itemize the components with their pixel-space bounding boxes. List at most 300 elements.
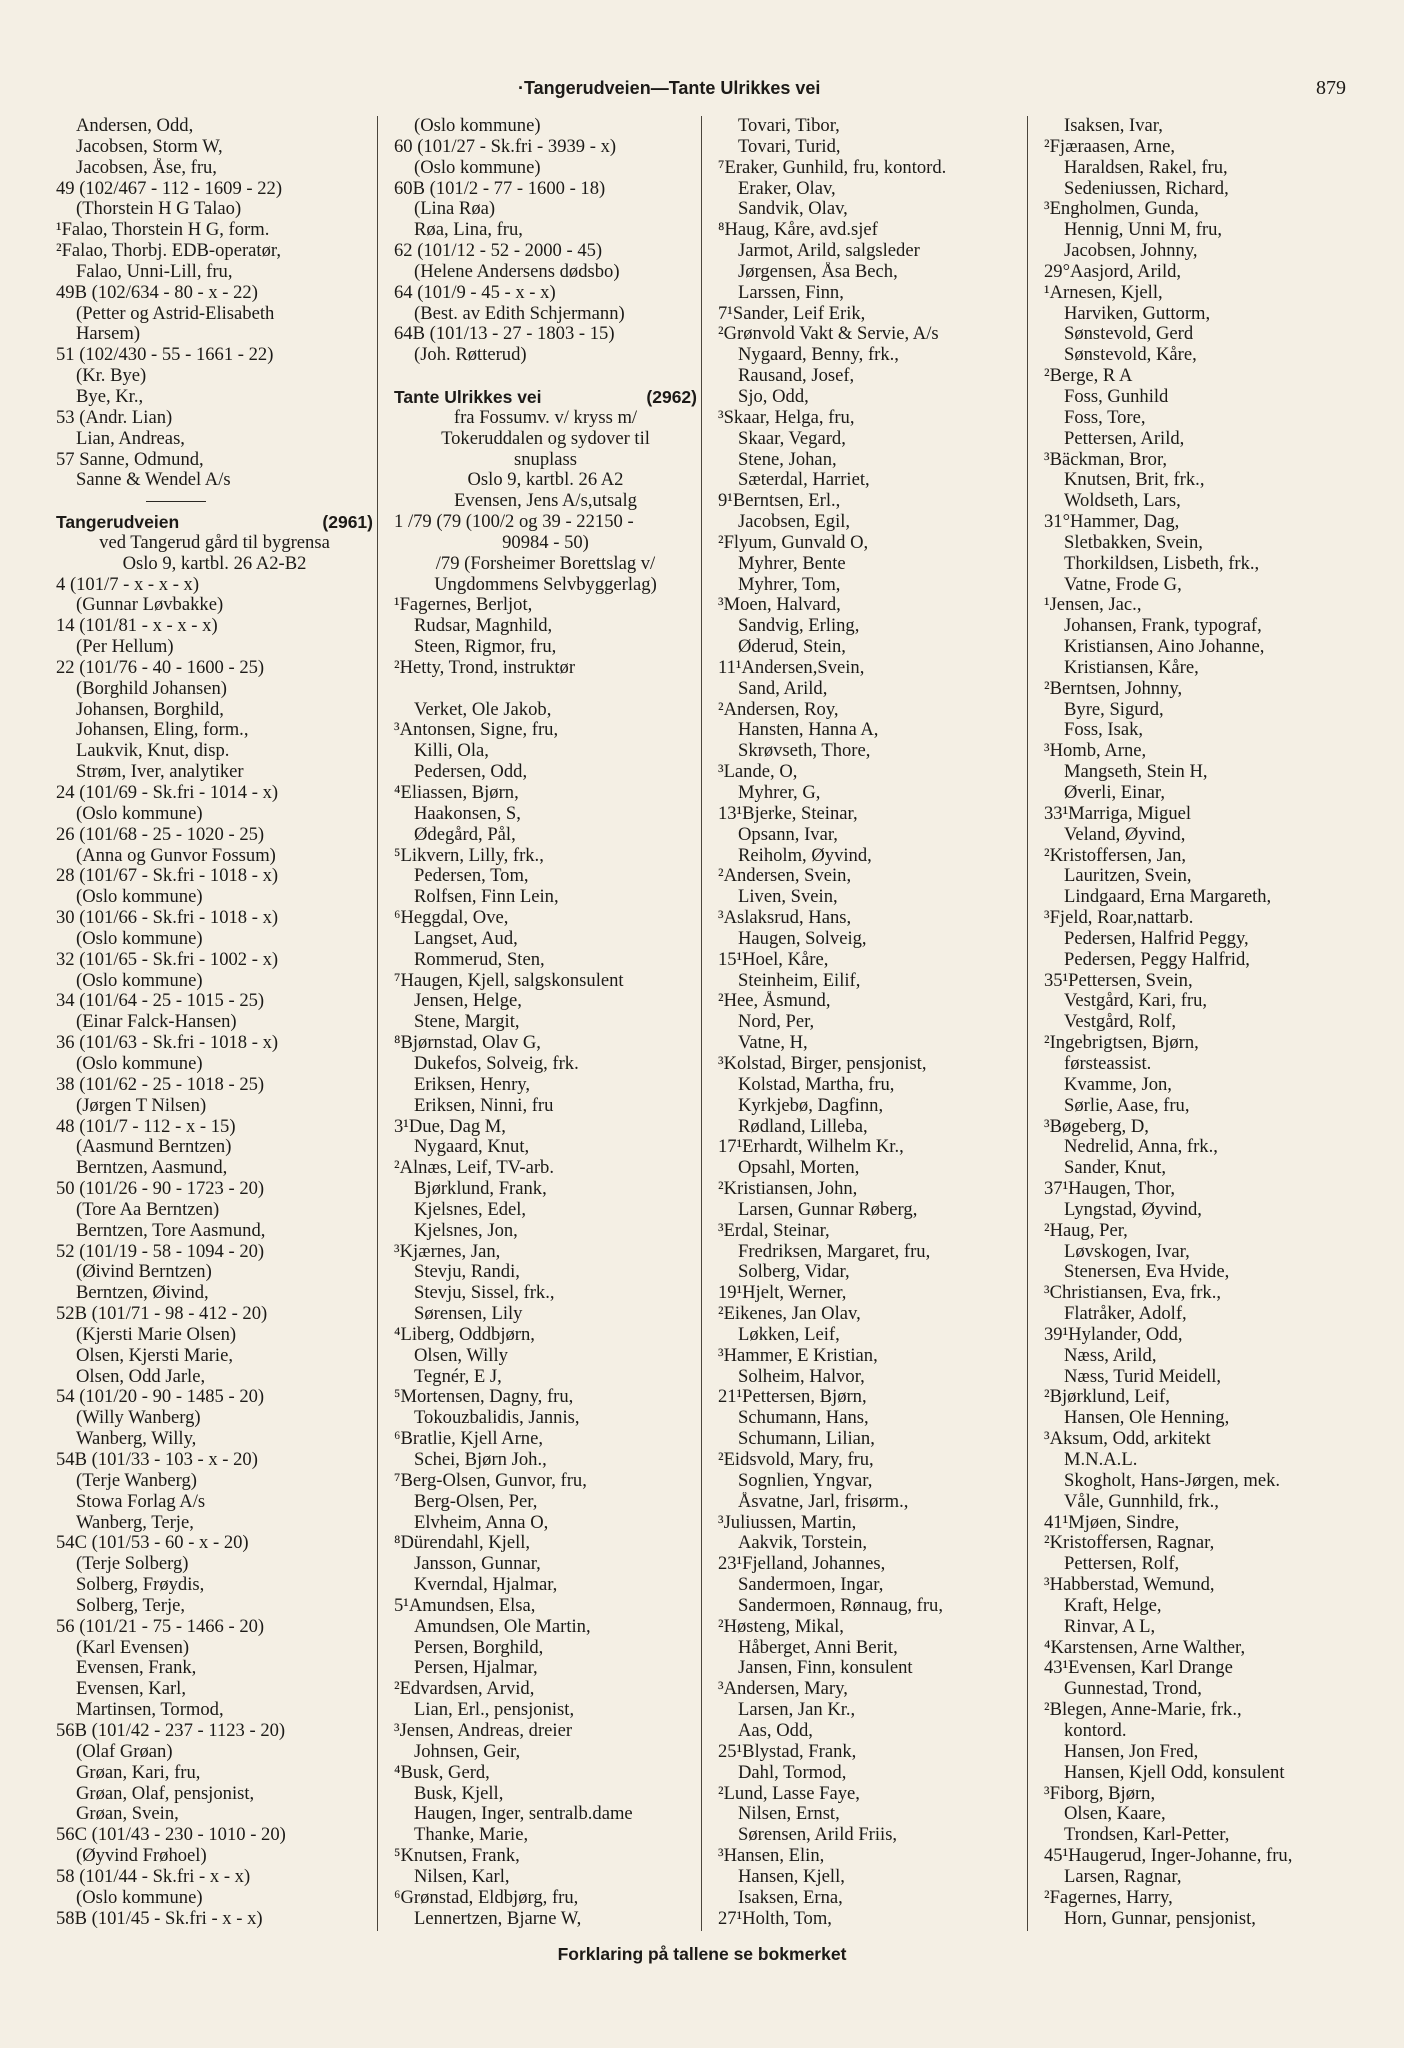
- resident-entry: Kristiansen, Kåre,: [1064, 657, 1199, 678]
- address-entry: 32 (101/65 - Sk.fri - 1002 - x): [56, 949, 279, 970]
- resident-entry: Haugen, Inger, sentralb.dame: [414, 1804, 633, 1825]
- resident-entry: ⁷Eraker, Gunhild, fru, kontord.: [718, 157, 947, 178]
- address-entry: 30 (101/66 - Sk.fri - 1018 - x): [56, 908, 279, 929]
- street-name: Tante Ulrikkes vei: [394, 386, 542, 407]
- resident-entry: (Anna og Gunvor Fossum): [76, 845, 276, 866]
- resident-entry: Våle, Gunnhild, frk.,: [1064, 1491, 1219, 1512]
- resident-entry: Olsen, Odd Jarle,: [76, 1366, 206, 1387]
- resident-entry: ²Flyum, Gunvald O,: [718, 532, 869, 553]
- resident-entry: (Terje Wanberg): [76, 1470, 197, 1491]
- resident-entry: (Per Hellum): [76, 637, 174, 658]
- resident-entry: Tokouzbalidis, Jannis,: [414, 1408, 580, 1429]
- resident-entry: Aakvik, Torstein,: [738, 1533, 868, 1554]
- address-entry: 23¹Fjelland, Johannes,: [718, 1554, 886, 1575]
- address-entry: 51 (102/430 - 55 - 1661 - 22): [56, 345, 274, 366]
- resident-entry: ²Edvardsen, Arvid,: [394, 1679, 535, 1700]
- address-entry: 43¹Evensen, Karl Drange: [1044, 1658, 1233, 1679]
- resident-entry: Sognlien, Yngvar,: [738, 1470, 873, 1491]
- resident-entry: Evensen, Frank,: [76, 1658, 197, 1679]
- resident-entry: Horn, Gunnar, pensjonist,: [1064, 1908, 1256, 1929]
- address-entry: 13¹Bjerke, Steinar,: [718, 803, 858, 824]
- address-entry: 15¹Hoel, Kåre,: [718, 949, 829, 970]
- resident-entry: Sørensen, Lily: [414, 1304, 523, 1325]
- address-entry: 5¹Amundsen, Elsa,: [394, 1595, 536, 1616]
- resident-entry: Elvheim, Anna O,: [414, 1512, 549, 1533]
- resident-entry: Nygaard, Benny, frk.,: [738, 345, 899, 366]
- resident-entry: ³Hansen, Elin,: [718, 1846, 825, 1867]
- address-entry: 50 (101/26 - 90 - 1723 - 20): [56, 1179, 265, 1200]
- address-entry: 29°Aasjord, Arild,: [1044, 261, 1182, 282]
- resident-entry: (Thorstein H G Talao): [76, 199, 242, 220]
- resident-entry: Fredriksen, Margaret, fru,: [738, 1241, 931, 1262]
- resident-entry: Amundsen, Ole Martin,: [414, 1616, 591, 1637]
- address-entry: 64 (101/9 - 45 - x - x): [394, 282, 556, 303]
- resident-entry: ²Haug, Per,: [1044, 1220, 1128, 1241]
- resident-entry: ³Engholmen, Gunda,: [1044, 199, 1199, 220]
- resident-entry: Trondsen, Karl-Petter,: [1064, 1825, 1230, 1846]
- resident-entry: (Oslo kommune): [76, 970, 203, 991]
- resident-entry: Woldseth, Lars,: [1064, 491, 1181, 512]
- resident-entry: Lennertzen, Bjarne W,: [414, 1908, 582, 1929]
- resident-entry: Eraker, Olav,: [738, 178, 836, 199]
- resident-entry: Gunnestad, Trond,: [1064, 1679, 1202, 1700]
- resident-entry: Solberg, Vidar,: [738, 1262, 850, 1283]
- resident-entry: ved Tangerud gård til bygrensa: [99, 532, 330, 553]
- resident-entry: Jacobsen, Storm W,: [76, 136, 223, 157]
- address-entry: 48 (101/7 - 112 - x - 15): [56, 1116, 236, 1137]
- resident-entry: Sedeniussen, Richard,: [1064, 178, 1229, 199]
- resident-entry: Hansen, Jon Fred,: [1064, 1741, 1199, 1762]
- resident-entry: Pedersen, Tom,: [414, 866, 529, 887]
- resident-entry: Hansten, Hanna A,: [738, 720, 879, 741]
- resident-entry: Myhrer, Tom,: [738, 574, 841, 595]
- resident-entry: ²Fjæraasen, Arne,: [1044, 136, 1176, 157]
- resident-entry: snuplass: [513, 449, 578, 470]
- resident-entry: ²Høsteng, Mikal,: [718, 1616, 844, 1637]
- resident-entry: ²Lund, Lasse Faye,: [718, 1783, 860, 1804]
- resident-entry: Foss, Tore,: [1064, 407, 1146, 428]
- resident-entry: Pedersen, Odd,: [414, 762, 528, 783]
- resident-entry: Nilsen, Ernst,: [738, 1804, 840, 1825]
- resident-entry: Falao, Unni-Lill, fru,: [76, 261, 233, 282]
- resident-entry: Olsen, Kjersti Marie,: [76, 1345, 233, 1366]
- address-entry: 22 (101/76 - 40 - 1600 - 25): [56, 657, 265, 678]
- resident-entry: Stevju, Randi,: [414, 1262, 520, 1283]
- resident-entry: Dukefos, Solveig, frk.: [414, 1053, 579, 1074]
- address-entry: 49B (102/634 - 80 - x - 22): [56, 282, 258, 303]
- resident-entry: Vatne, Frode G,: [1064, 574, 1182, 595]
- resident-entry: Skaar, Vegard,: [738, 428, 846, 449]
- street-heading: [394, 387, 697, 408]
- resident-entry: (Joh. Røtterud): [414, 345, 527, 366]
- resident-entry: ³Aksum, Odd, arkitekt: [1044, 1429, 1211, 1450]
- resident-entry: Oslo 9, kartbl. 26 A2-B2: [122, 553, 307, 574]
- resident-entry: Rinvar, A L,: [1064, 1616, 1156, 1637]
- resident-entry: ²Kristoffersen, Jan,: [1044, 845, 1187, 866]
- column-1: [40, 116, 377, 1931]
- address-entry: 34 (101/64 - 25 - 1015 - 25): [56, 991, 265, 1012]
- resident-entry: Vestgård, Kari, fru,: [1064, 991, 1208, 1012]
- resident-entry: ³Fjeld, Roar,nattarb.: [1044, 908, 1194, 929]
- resident-entry: Sjo, Odd,: [738, 386, 809, 407]
- address-entry: 53 (Andr. Lian): [56, 407, 173, 428]
- resident-entry: kontord.: [1064, 1720, 1127, 1741]
- resident-entry: ³Skaar, Helga, fru,: [718, 407, 855, 428]
- resident-entry: M.N.A.L.: [1064, 1450, 1138, 1470]
- resident-entry: Berntzen, Øivind,: [76, 1283, 209, 1304]
- address-entry: 54C (101/53 - 60 - x - 20): [56, 1533, 249, 1554]
- resident-entry: Pettersen, Rolf,: [1064, 1554, 1180, 1575]
- resident-entry: Byre, Sigurd,: [1064, 699, 1164, 720]
- resident-entry: Myhrer, Bente: [738, 553, 846, 574]
- resident-entry: Opsahl, Morten,: [738, 1158, 860, 1179]
- resident-entry: Opsann, Ivar,: [738, 824, 838, 845]
- address-entry: 54B (101/33 - 103 - x - 20): [56, 1450, 258, 1470]
- resident-entry: (Best. av Edith Schjermann): [414, 303, 625, 324]
- address-entry: 21¹Pettersen, Bjørn,: [718, 1387, 867, 1408]
- resident-entry: Wanberg, Willy,: [76, 1429, 197, 1450]
- resident-entry: ²Alnæs, Leif, TV-arb.: [394, 1158, 554, 1179]
- resident-entry: Jørgensen, Åsa Bech,: [738, 261, 898, 282]
- resident-entry: førsteassist.: [1064, 1053, 1152, 1074]
- resident-entry: ³Bøgeberg, D,: [1044, 1116, 1149, 1137]
- resident-entry: ⁶Heggdal, Ove,: [394, 908, 509, 929]
- resident-entry: Berntzen, Tore Aasmund,: [76, 1220, 266, 1241]
- resident-entry: Rødland, Lilleba,: [738, 1116, 868, 1137]
- resident-entry: Solheim, Halvor,: [738, 1366, 865, 1387]
- resident-entry: Kristiansen, Aino Johanne,: [1064, 637, 1265, 658]
- resident-entry: (Oslo kommune): [76, 887, 203, 908]
- resident-entry: ³Bäckman, Bror,: [1044, 449, 1168, 470]
- resident-entry: ⁷Haugen, Kjell, salgskonsulent: [394, 970, 624, 991]
- resident-entry: (Olaf Grøan): [76, 1741, 173, 1762]
- resident-entry: ¹Fagernes, Berljot,: [394, 595, 533, 616]
- address-entry: 17¹Erhardt, Wilhelm Kr.,: [718, 1137, 904, 1158]
- resident-entry: Jacobsen, Egil,: [738, 512, 851, 533]
- resident-entry: Liven, Svein,: [738, 887, 838, 908]
- address-entry: 60 (101/27 - Sk.fri - 3939 - x): [394, 136, 617, 157]
- resident-entry: ³Andersen, Mary,: [718, 1679, 848, 1700]
- resident-entry: /79 (Forsheimer Borettslag v/: [435, 553, 656, 574]
- resident-entry: Verket, Ole Jakob,: [414, 699, 552, 720]
- resident-entry: ³Jensen, Andreas, dreier: [394, 1720, 573, 1741]
- resident-entry: Sønstevold, Kåre,: [1064, 345, 1197, 366]
- resident-entry: Hansen, Kjell Odd, konsulent: [1064, 1762, 1285, 1783]
- resident-entry: Vestgård, Rolf,: [1064, 1012, 1177, 1033]
- resident-entry: Larsen, Ragnar,: [1064, 1866, 1182, 1887]
- resident-entry: Myhrer, G,: [738, 783, 821, 803]
- resident-entry: Pettersen, Arild,: [1064, 428, 1185, 449]
- resident-entry: Håberget, Anni Berit,: [738, 1637, 898, 1658]
- resident-entry: Langset, Aud,: [414, 928, 518, 949]
- resident-entry: Isaksen, Erna,: [738, 1887, 843, 1908]
- address-entry: 56C (101/43 - 230 - 1010 - 20): [56, 1825, 286, 1846]
- separator: [56, 491, 373, 512]
- resident-entry: ²Eidsvold, Mary, fru,: [718, 1450, 874, 1470]
- resident-entry: Bye, Kr.,: [76, 386, 144, 407]
- resident-entry: Jarmot, Arild, salgsleder: [738, 241, 920, 262]
- resident-entry: Schumann, Hans,: [738, 1408, 869, 1429]
- resident-entry: Foss, Isak,: [1064, 720, 1144, 741]
- address-entry: 19¹Hjelt, Werner,: [718, 1283, 847, 1304]
- resident-entry: Lian, Andreas,: [76, 428, 185, 449]
- resident-entry: ²Kristoffersen, Ragnar,: [1044, 1533, 1215, 1554]
- resident-entry: Vatne, H,: [738, 1033, 808, 1054]
- address-entry: 49 (102/467 - 112 - 1609 - 22): [56, 178, 283, 199]
- resident-entry: ²Andersen, Svein,: [718, 866, 852, 887]
- page-header: [0, 76, 1404, 106]
- resident-entry: Tovari, Turid,: [738, 136, 841, 157]
- resident-entry: ¹Jensen, Jac.,: [1044, 595, 1142, 616]
- resident-entry: ⁶Bratlie, Kjell Arne,: [394, 1429, 543, 1450]
- address-entry: 52B (101/71 - 98 - 412 - 20): [56, 1304, 268, 1325]
- resident-entry: fra Fossumv. v/ kryss m/: [453, 407, 638, 428]
- resident-entry: Johansen, Frank, typograf,: [1064, 616, 1262, 637]
- resident-entry: Strøm, Iver, analytiker: [76, 762, 244, 783]
- resident-entry: Eriksen, Henry,: [414, 1074, 531, 1095]
- address-entry: 35¹Pettersen, Svein,: [1044, 970, 1193, 991]
- separator: [394, 679, 697, 700]
- resident-entry: (Tore Aa Berntzen): [76, 1199, 220, 1220]
- resident-entry: (Einar Falck-Hansen): [76, 1012, 237, 1033]
- resident-entry: Stene, Margit,: [414, 1012, 520, 1033]
- resident-entry: Sandvig, Erling,: [738, 616, 860, 637]
- resident-entry: ²Hetty, Trond, instruktør: [394, 657, 576, 678]
- resident-entry: Pedersen, Halfrid Peggy,: [1064, 928, 1249, 949]
- resident-entry: ³Juliussen, Martin,: [718, 1512, 857, 1533]
- resident-entry: Olsen, Willy: [414, 1345, 508, 1366]
- resident-entry: Knutsen, Brit, frk.,: [1064, 470, 1205, 491]
- resident-entry: ³Moen, Halvard,: [718, 595, 841, 616]
- resident-entry: Sand, Arild,: [738, 678, 828, 699]
- resident-entry: Haakonsen, S,: [414, 803, 521, 824]
- resident-entry: Rolfsen, Finn Lein,: [414, 887, 559, 908]
- resident-entry: Ungdommens Selvbyggerlag): [434, 574, 657, 595]
- resident-entry: Steinheim, Eilif,: [738, 970, 861, 991]
- resident-entry: Sørensen, Arild Friis,: [738, 1825, 898, 1846]
- address-entry: 14 (101/81 - x - x - x): [56, 616, 218, 637]
- resident-entry: (Øivind Berntzen): [76, 1262, 212, 1283]
- resident-entry: Rudsar, Magnhild,: [414, 616, 553, 637]
- resident-entry: Dahl, Tormod,: [738, 1762, 847, 1783]
- resident-entry: ³Erdal, Steinar,: [718, 1220, 830, 1241]
- address-entry: 60B (101/2 - 77 - 1600 - 18): [394, 178, 606, 199]
- resident-entry: Rommerud, Sten,: [414, 949, 545, 970]
- resident-entry: Bjørklund, Frank,: [414, 1179, 547, 1200]
- resident-entry: ²Ingebrigtsen, Bjørn,: [1044, 1033, 1199, 1054]
- resident-entry: ²Fagernes, Harry,: [1044, 1887, 1173, 1908]
- resident-entry: ¹Arnesen, Kjell,: [1044, 282, 1163, 303]
- address-entry: 38 (101/62 - 25 - 1018 - 25): [56, 1074, 265, 1095]
- resident-entry: Larssen, Finn,: [738, 282, 844, 303]
- resident-entry: Hansen, Kjell,: [738, 1866, 845, 1887]
- resident-entry: ²Andersen, Roy,: [718, 699, 839, 720]
- separator: [394, 366, 697, 387]
- resident-entry: ²Berntsen, Johnny,: [1044, 678, 1183, 699]
- resident-entry: Sletbakken, Svein,: [1064, 532, 1203, 553]
- resident-entry: Evensen, Karl,: [76, 1679, 186, 1700]
- address-entry: 64B (101/13 - 27 - 1803 - 15): [394, 324, 615, 345]
- resident-entry: ⁴Eliassen, Bjørn,: [394, 783, 519, 803]
- street-code: (2962): [646, 386, 697, 407]
- address-entry: 57 Sanne, Odmund,: [56, 449, 204, 470]
- resident-entry: Kverndal, Hjalmar,: [414, 1575, 558, 1596]
- resident-entry: Sønstevold, Gerd: [1064, 324, 1194, 345]
- resident-entry: Stene, Johan,: [738, 449, 837, 470]
- resident-entry: ²Eikenes, Jan Olav,: [718, 1304, 861, 1325]
- resident-entry: Thanke, Marie,: [414, 1825, 529, 1846]
- resident-entry: Skrøvseth, Thore,: [738, 741, 871, 762]
- address-entry: 31°Hammer, Dag,: [1044, 512, 1180, 533]
- resident-entry: Grøan, Olaf, pensjonist,: [76, 1783, 255, 1804]
- address-entry: 26 (101/68 - 25 - 1020 - 25): [56, 824, 265, 845]
- resident-entry: ³Kjærnes, Jan,: [394, 1241, 501, 1262]
- resident-entry: Kjelsnes, Jon,: [414, 1220, 518, 1241]
- resident-entry: ²Hee, Åsmund,: [718, 991, 831, 1012]
- address-entry: 58B (101/45 - Sk.fri - x - x): [56, 1908, 263, 1929]
- resident-entry: Wanberg, Terje,: [76, 1512, 194, 1533]
- resident-entry: Næss, Arild,: [1064, 1345, 1157, 1366]
- resident-entry: Sander, Knut,: [1064, 1158, 1167, 1179]
- resident-entry: Foss, Gunhild: [1064, 386, 1169, 407]
- resident-entry: ³Homb, Arne,: [1044, 741, 1147, 762]
- resident-entry: Persen, Borghild,: [414, 1637, 544, 1658]
- resident-entry: (Helene Andersens dødsbo): [414, 261, 620, 282]
- resident-entry: Jensen, Helge,: [414, 991, 522, 1012]
- resident-entry: Nygaard, Knut,: [414, 1137, 530, 1158]
- resident-entry: Nilsen, Karl,: [414, 1866, 510, 1887]
- column-2: [377, 116, 701, 1931]
- resident-entry: ³Kolstad, Birger, pensjonist,: [718, 1053, 927, 1074]
- resident-entry: Johansen, Eling, form.,: [76, 720, 249, 741]
- resident-entry: Løvskogen, Ivar,: [1064, 1241, 1190, 1262]
- resident-entry: (Øyvind Frøhoel): [76, 1846, 207, 1867]
- address-entry: 4 (101/7 - x - x - x): [56, 574, 200, 595]
- address-entry: 24 (101/69 - Sk.fri - 1014 - x): [56, 783, 279, 803]
- resident-entry: Schumann, Lilian,: [738, 1429, 875, 1450]
- address-entry: 37¹Haugen, Thor,: [1044, 1179, 1176, 1200]
- resident-entry: Nedrelid, Anna, frk.,: [1064, 1137, 1218, 1158]
- resident-entry: Persen, Hjalmar,: [414, 1658, 538, 1679]
- resident-entry: (Petter og Astrid-Elisabeth: [76, 303, 275, 324]
- resident-entry: Hansen, Ole Henning,: [1064, 1408, 1230, 1429]
- resident-entry: Sandvik, Olav,: [738, 199, 848, 220]
- resident-entry: ⁶Grønstad, Eldbjørg, fru,: [394, 1887, 579, 1908]
- resident-entry: Mangseth, Stein H,: [1064, 762, 1208, 783]
- resident-entry: Åsvatne, Jarl, frisørm.,: [738, 1491, 909, 1512]
- resident-entry: Eriksen, Ninni, fru: [414, 1095, 554, 1116]
- resident-entry: Næss, Turid Meidell,: [1064, 1366, 1222, 1387]
- address-entry: 54 (101/20 - 90 - 1485 - 20): [56, 1387, 265, 1408]
- resident-entry: (Aasmund Berntzen): [76, 1137, 232, 1158]
- address-entry: 36 (101/63 - Sk.fri - 1018 - x): [56, 1033, 279, 1054]
- resident-entry: Laukvik, Knut, disp.: [76, 741, 230, 762]
- resident-entry: ⁸Dürendahl, Kjell,: [394, 1533, 531, 1554]
- street-name: Tangerudveien: [56, 512, 180, 533]
- resident-entry: Kraft, Helge,: [1064, 1595, 1162, 1616]
- resident-entry: ⁴Busk, Gerd,: [394, 1762, 490, 1783]
- resident-entry: (Jørgen T Nilsen): [76, 1095, 207, 1116]
- resident-entry: (Kr. Bye): [76, 366, 147, 387]
- resident-entry: Rausand, Josef,: [738, 366, 855, 387]
- address-entry: 28 (101/67 - Sk.fri - 1018 - x): [56, 866, 279, 887]
- resident-entry: Løkken, Leif,: [738, 1324, 840, 1345]
- footer-note: Forklaring på tallene se bokmerket: [557, 1944, 847, 1964]
- resident-entry: Kvamme, Jon,: [1064, 1074, 1172, 1095]
- resident-entry: Røa, Lina, fru,: [414, 220, 523, 241]
- resident-entry: Larsen, Jan Kr.,: [738, 1700, 856, 1721]
- resident-entry: Veland, Øyvind,: [1064, 824, 1186, 845]
- resident-entry: Kolstad, Martha, fru,: [738, 1074, 895, 1095]
- address-entry: 41¹Mjøen, Sindre,: [1044, 1512, 1180, 1533]
- resident-entry: Grøan, Kari, fru,: [76, 1762, 201, 1783]
- address-entry: 58 (101/44 - Sk.fri - x - x): [56, 1866, 251, 1887]
- resident-entry: ³Fiborg, Bjørn,: [1044, 1783, 1156, 1804]
- resident-entry: (Oslo kommune): [414, 116, 541, 136]
- resident-entry: Andersen, Odd,: [76, 116, 194, 136]
- address-entry: 45¹Haugerud, Inger-Johanne, fru,: [1044, 1846, 1293, 1867]
- street-code: (2961): [322, 512, 373, 533]
- resident-entry: Martinsen, Tormod,: [76, 1700, 224, 1721]
- resident-entry: (Lina Røa): [414, 199, 496, 220]
- resident-entry: ⁵Knutsen, Frank,: [394, 1846, 520, 1867]
- resident-entry: Hennig, Unni M, fru,: [1064, 220, 1223, 241]
- address-entry: 62 (101/12 - 52 - 2000 - 45): [394, 241, 603, 262]
- resident-entry: Haraldsen, Rakel, fru,: [1064, 157, 1228, 178]
- resident-entry: (Kjersti Marie Olsen): [76, 1324, 237, 1345]
- resident-entry: Lindgaard, Erna Margareth,: [1064, 887, 1272, 908]
- resident-entry: ²Berge, R A: [1044, 366, 1133, 387]
- resident-entry: Thorkildsen, Lisbeth, frk.,: [1064, 553, 1260, 574]
- resident-entry: Tegnér, E J,: [414, 1366, 502, 1387]
- resident-entry: Stenersen, Eva Hvide,: [1064, 1262, 1230, 1283]
- resident-entry: Solberg, Frøydis,: [76, 1575, 205, 1596]
- resident-entry: Jacobsen, Åse, fru,: [76, 157, 217, 178]
- resident-entry: ²Kristiansen, John,: [718, 1179, 858, 1200]
- resident-entry: Busk, Kjell,: [414, 1783, 504, 1804]
- resident-entry: Pedersen, Peggy Halfrid,: [1064, 949, 1250, 970]
- resident-entry: Isaksen, Ivar,: [1064, 116, 1163, 136]
- resident-entry: (Oslo kommune): [76, 1887, 203, 1908]
- resident-entry: Jansen, Finn, konsulent: [738, 1658, 913, 1679]
- page-number: 879: [1316, 77, 1346, 99]
- resident-entry: (Terje Solberg): [76, 1554, 189, 1575]
- address-entry: 39¹Hylander, Odd,: [1044, 1324, 1183, 1345]
- resident-entry: ³Habberstad, Wemund,: [1044, 1575, 1215, 1596]
- resident-entry: Sørlie, Aase, fru,: [1064, 1095, 1190, 1116]
- column-4: [1027, 116, 1360, 1931]
- resident-entry: Olsen, Kaare,: [1064, 1804, 1166, 1825]
- resident-entry: Tovari, Tibor,: [738, 116, 840, 136]
- resident-entry: Oslo 9, kartbl. 26 A2: [467, 470, 624, 491]
- resident-entry: Sanne & Wendel A/s: [76, 470, 231, 491]
- resident-entry: Harsem): [76, 324, 141, 345]
- resident-entry: ⁵Likvern, Lilly, frk.,: [394, 845, 544, 866]
- resident-entry: Johnsen, Geir,: [414, 1741, 521, 1762]
- resident-entry: ²Grønvold Vakt & Servie, A/s: [718, 324, 939, 345]
- resident-entry: ²Blegen, Anne-Marie, frk.,: [1044, 1700, 1242, 1721]
- resident-entry: ⁵Mortensen, Dagny, fru,: [394, 1387, 574, 1408]
- address-entry: 33¹Marriga, Miguel: [1044, 803, 1192, 824]
- address-entry: 9¹Berntsen, Erl.,: [718, 491, 841, 512]
- address-entry: 27¹Holth, Tom,: [718, 1908, 832, 1929]
- resident-entry: ³Hammer, E Kristian,: [718, 1345, 878, 1366]
- resident-entry: ⁷Berg-Olsen, Gunvor, fru,: [394, 1470, 587, 1491]
- resident-entry: Lyngstad, Øyvind,: [1064, 1199, 1202, 1220]
- resident-entry: Solberg, Terje,: [76, 1595, 186, 1616]
- resident-entry: (Borghild Johansen): [76, 678, 227, 699]
- resident-entry: Sandermoen, Ingar,: [738, 1575, 884, 1596]
